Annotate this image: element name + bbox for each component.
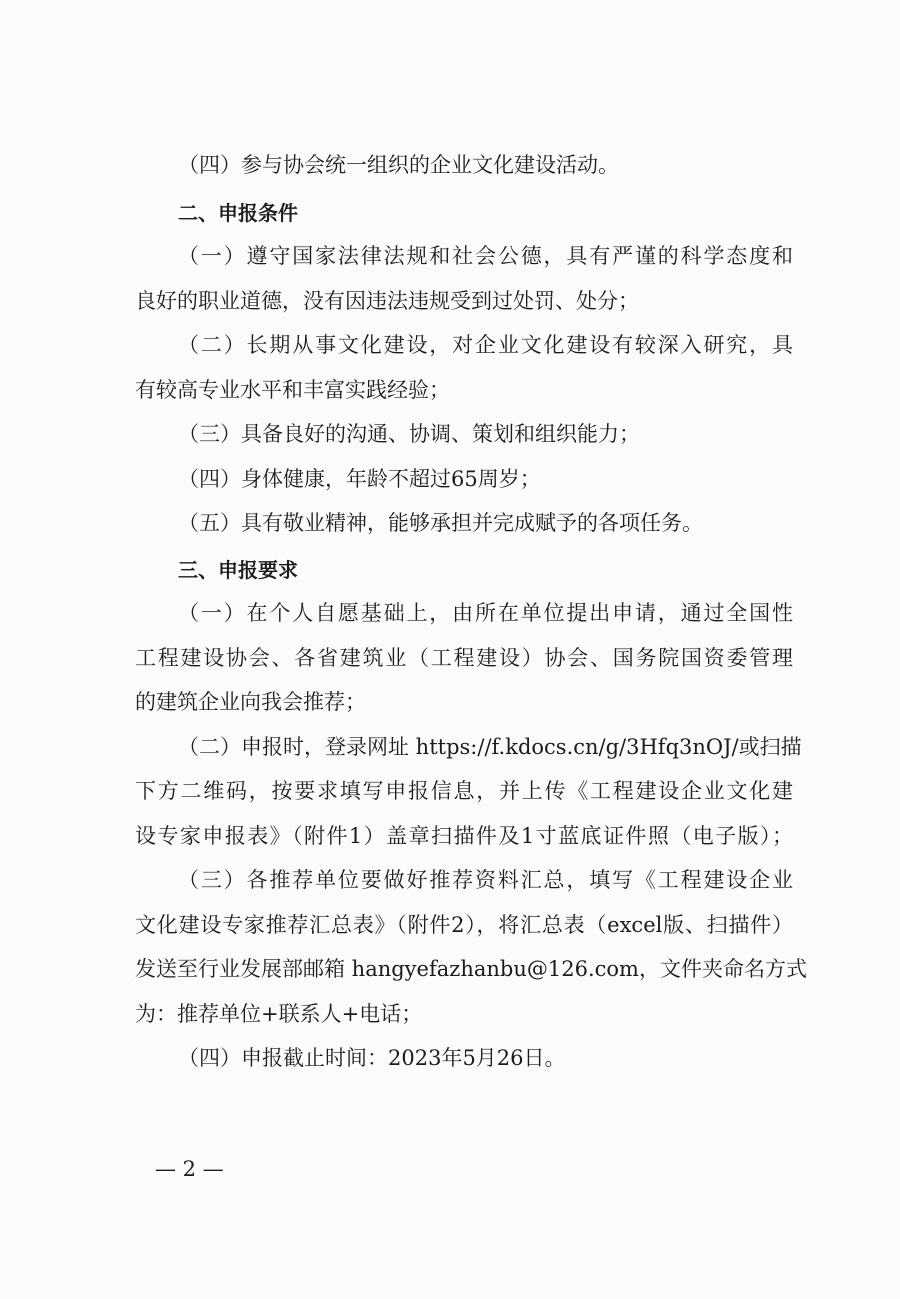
paragraph-line: （四）身体健康，年龄不超过65周岁； bbox=[178, 467, 541, 491]
paragraph-line: 设专家申报表》（附件1）盖章扫描件及1寸蓝底证件照（电子版）； bbox=[135, 824, 793, 848]
section-heading: 三、申报要求 bbox=[178, 558, 298, 582]
paragraph-line: 发送至行业发展部邮箱 hangyefazhanbu@126.com，文件夹命名方式 bbox=[135, 957, 807, 981]
section-heading: 二、申报条件 bbox=[178, 201, 298, 225]
paragraph-line: （二）长期从事文化建设，对企业文化建设有较深入研究，具 bbox=[178, 333, 793, 357]
page-number: — 2 — bbox=[155, 1157, 224, 1181]
paragraph-line: （三）具备良好的沟通、协调、策划和组织能力； bbox=[178, 422, 640, 446]
paragraph-line: 文化建设专家推荐汇总表》（附件2），将汇总表（excel版、扫描件） bbox=[135, 913, 793, 937]
paragraph-line: 有较高专业水平和丰富实践经验； bbox=[135, 378, 450, 402]
paragraph-line: （三）各推荐单位要做好推荐资料汇总，填写《工程建设企业 bbox=[178, 868, 793, 892]
paragraph-line: 工程建设协会、各省建筑业（工程建设）协会、国务院国资委管理 bbox=[135, 646, 793, 670]
paragraph-line: 良好的职业道德，没有因违法违规受到过处罚、处分； bbox=[135, 289, 639, 313]
paragraph-line: 的建筑企业向我会推荐； bbox=[135, 690, 366, 714]
paragraph-line: （四）申报截止时间：2023年5月26日。 bbox=[178, 1046, 566, 1070]
paragraph-line: （一）在个人自愿基础上，由所在单位提出申请，通过全国性 bbox=[178, 601, 793, 625]
paragraph-line: （五）具有敬业精神，能够承担并完成赋予的各项任务。 bbox=[178, 511, 703, 535]
paragraph-line: （四）参与协会统一组织的企业文化建设活动。 bbox=[178, 153, 619, 177]
paragraph-line: （二）申报时，登录网址 https://f.kdocs.cn/g/3Hfq3nOJ/或扫描 bbox=[178, 735, 802, 759]
paragraph-line: （一）遵守国家法律法规和社会公德，具有严谨的科学态度和 bbox=[178, 244, 793, 268]
paragraph-line: 为：推荐单位+联系人+电话； bbox=[135, 1002, 423, 1026]
paragraph-line: 下方二维码，按要求填写申报信息，并上传《工程建设企业文化建 bbox=[135, 779, 793, 803]
